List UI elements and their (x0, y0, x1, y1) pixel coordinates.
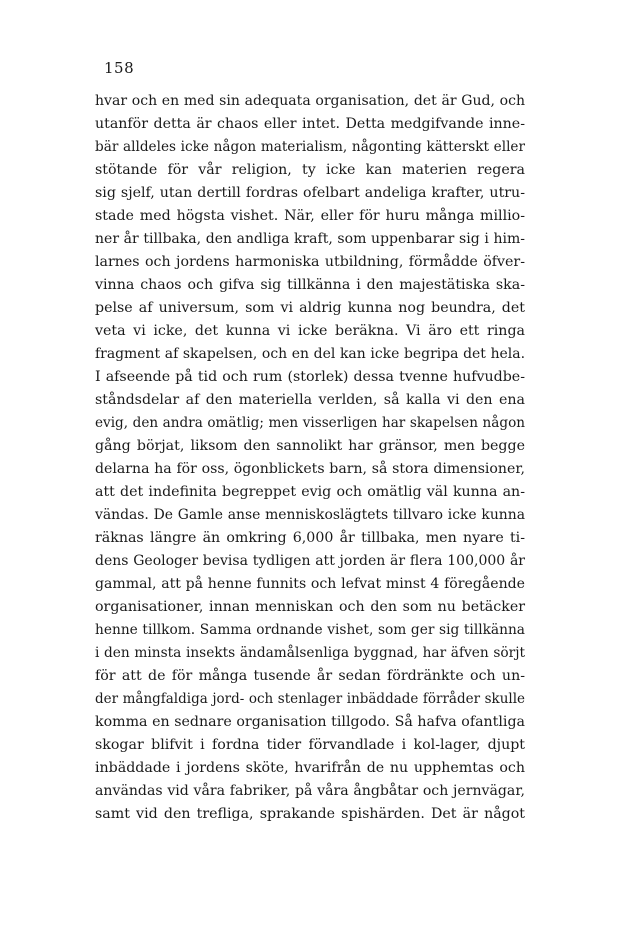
text-line-9: vinna chaos och gifva sig tillkänna i den majestätiska ska- (95, 277, 525, 293)
text-line-23: organisationer, innan menniskan och den som nu betäcker (95, 599, 525, 615)
text-line-31: användas vid våra fabriker, på våra ångbåtar och jernvägar, (95, 783, 525, 799)
text-line-7: ner år tillbaka, den andliga kraft, som uppenbarar sig i him- (95, 231, 525, 247)
text-line-27: der mångfaldiga jord- och stenlager inbäddade förråder skulle (95, 691, 525, 707)
text-line-16: gång börjat, liksom den sannolikt har gränsor, men begge (95, 438, 525, 454)
text-line-2: utanför detta är chaos eller intet. Detta medgifvande inne- (95, 116, 525, 132)
text-line-6: stade med högsta vishet. När, eller för huru många millio- (95, 208, 525, 224)
text-line-11: veta vi icke, det kunna vi icke beräkna. Vi äro ett ringa (95, 323, 525, 339)
text-line-13: I afseende på tid och rum (storlek) dessa tvenne hufvudbe- (95, 369, 525, 385)
text-line-1: hvar och en med sin adequata organisation, det är Gud, och (95, 93, 525, 109)
text-line-25: i den minsta insekts ändamålsenliga byggnad, har äfven sörjt (95, 645, 525, 661)
text-line-30: inbäddade i jordens sköte, hvarifrån de nu upphemtas och (95, 760, 525, 776)
body-text (95, 90, 525, 826)
text-line-24: henne tillkom. Samma ordnande vishet, som ger sig tillkänna (95, 622, 525, 638)
text-line-4: stötande för vår religion, ty icke kan materien regera (95, 162, 525, 178)
text-line-26: för att de för många tusende år sedan fördränkte och un- (95, 668, 525, 684)
text-line-22: gammal, att på henne funnits och lefvat minst 4 föregående (95, 576, 525, 592)
text-line-10: pelse af universum, som vi aldrig kunna nog beundra, det (95, 300, 525, 316)
text-line-3: bär alldeles icke någon materialism, någonting kätterskt eller (95, 139, 525, 155)
text-line-14: ståndsdelar af den materiella verlden, så kalla vi den ena (95, 392, 525, 408)
text-line-18: att det indefinita begreppet evig och omätlig väl kunna an- (95, 484, 525, 500)
text-line-15: evig, den andra omätlig; men visserligen har skapelsen någon (95, 415, 525, 431)
text-line-28: komma en sednare organisation tillgodo. Så hafva ofantliga (95, 714, 525, 730)
text-line-29: skogar blifvit i fordna tider förvandlade i kol-lager, djupt (95, 737, 525, 753)
text-line-8: larnes och jordens harmoniska utbildning, förmådde öfver- (95, 254, 525, 270)
text-line-32: samt vid den trefliga, sprakande spishärden. Det är något (95, 806, 525, 822)
text-line-19: vändas. De Gamle anse menniskoslägtets tillvaro icke kunna (95, 507, 525, 523)
text-line-12: fragment af skapelsen, och en del kan icke begripa det hela. (95, 346, 525, 362)
text-line-17: delarna ha för oss, ögonblickets barn, så stora dimensioner, (95, 461, 525, 477)
text-line-20: räknas längre än omkring 6,000 år tillbaka, men nyare ti- (95, 530, 525, 546)
page-number: 158 (104, 59, 135, 77)
text-line-5: sig sjelf, utan dertill fordras ofelbart andeliga krafter, utru- (95, 185, 525, 201)
text-line-21: dens Geologer bevisa tydligen att jorden är flera 100,000 år (95, 553, 525, 569)
